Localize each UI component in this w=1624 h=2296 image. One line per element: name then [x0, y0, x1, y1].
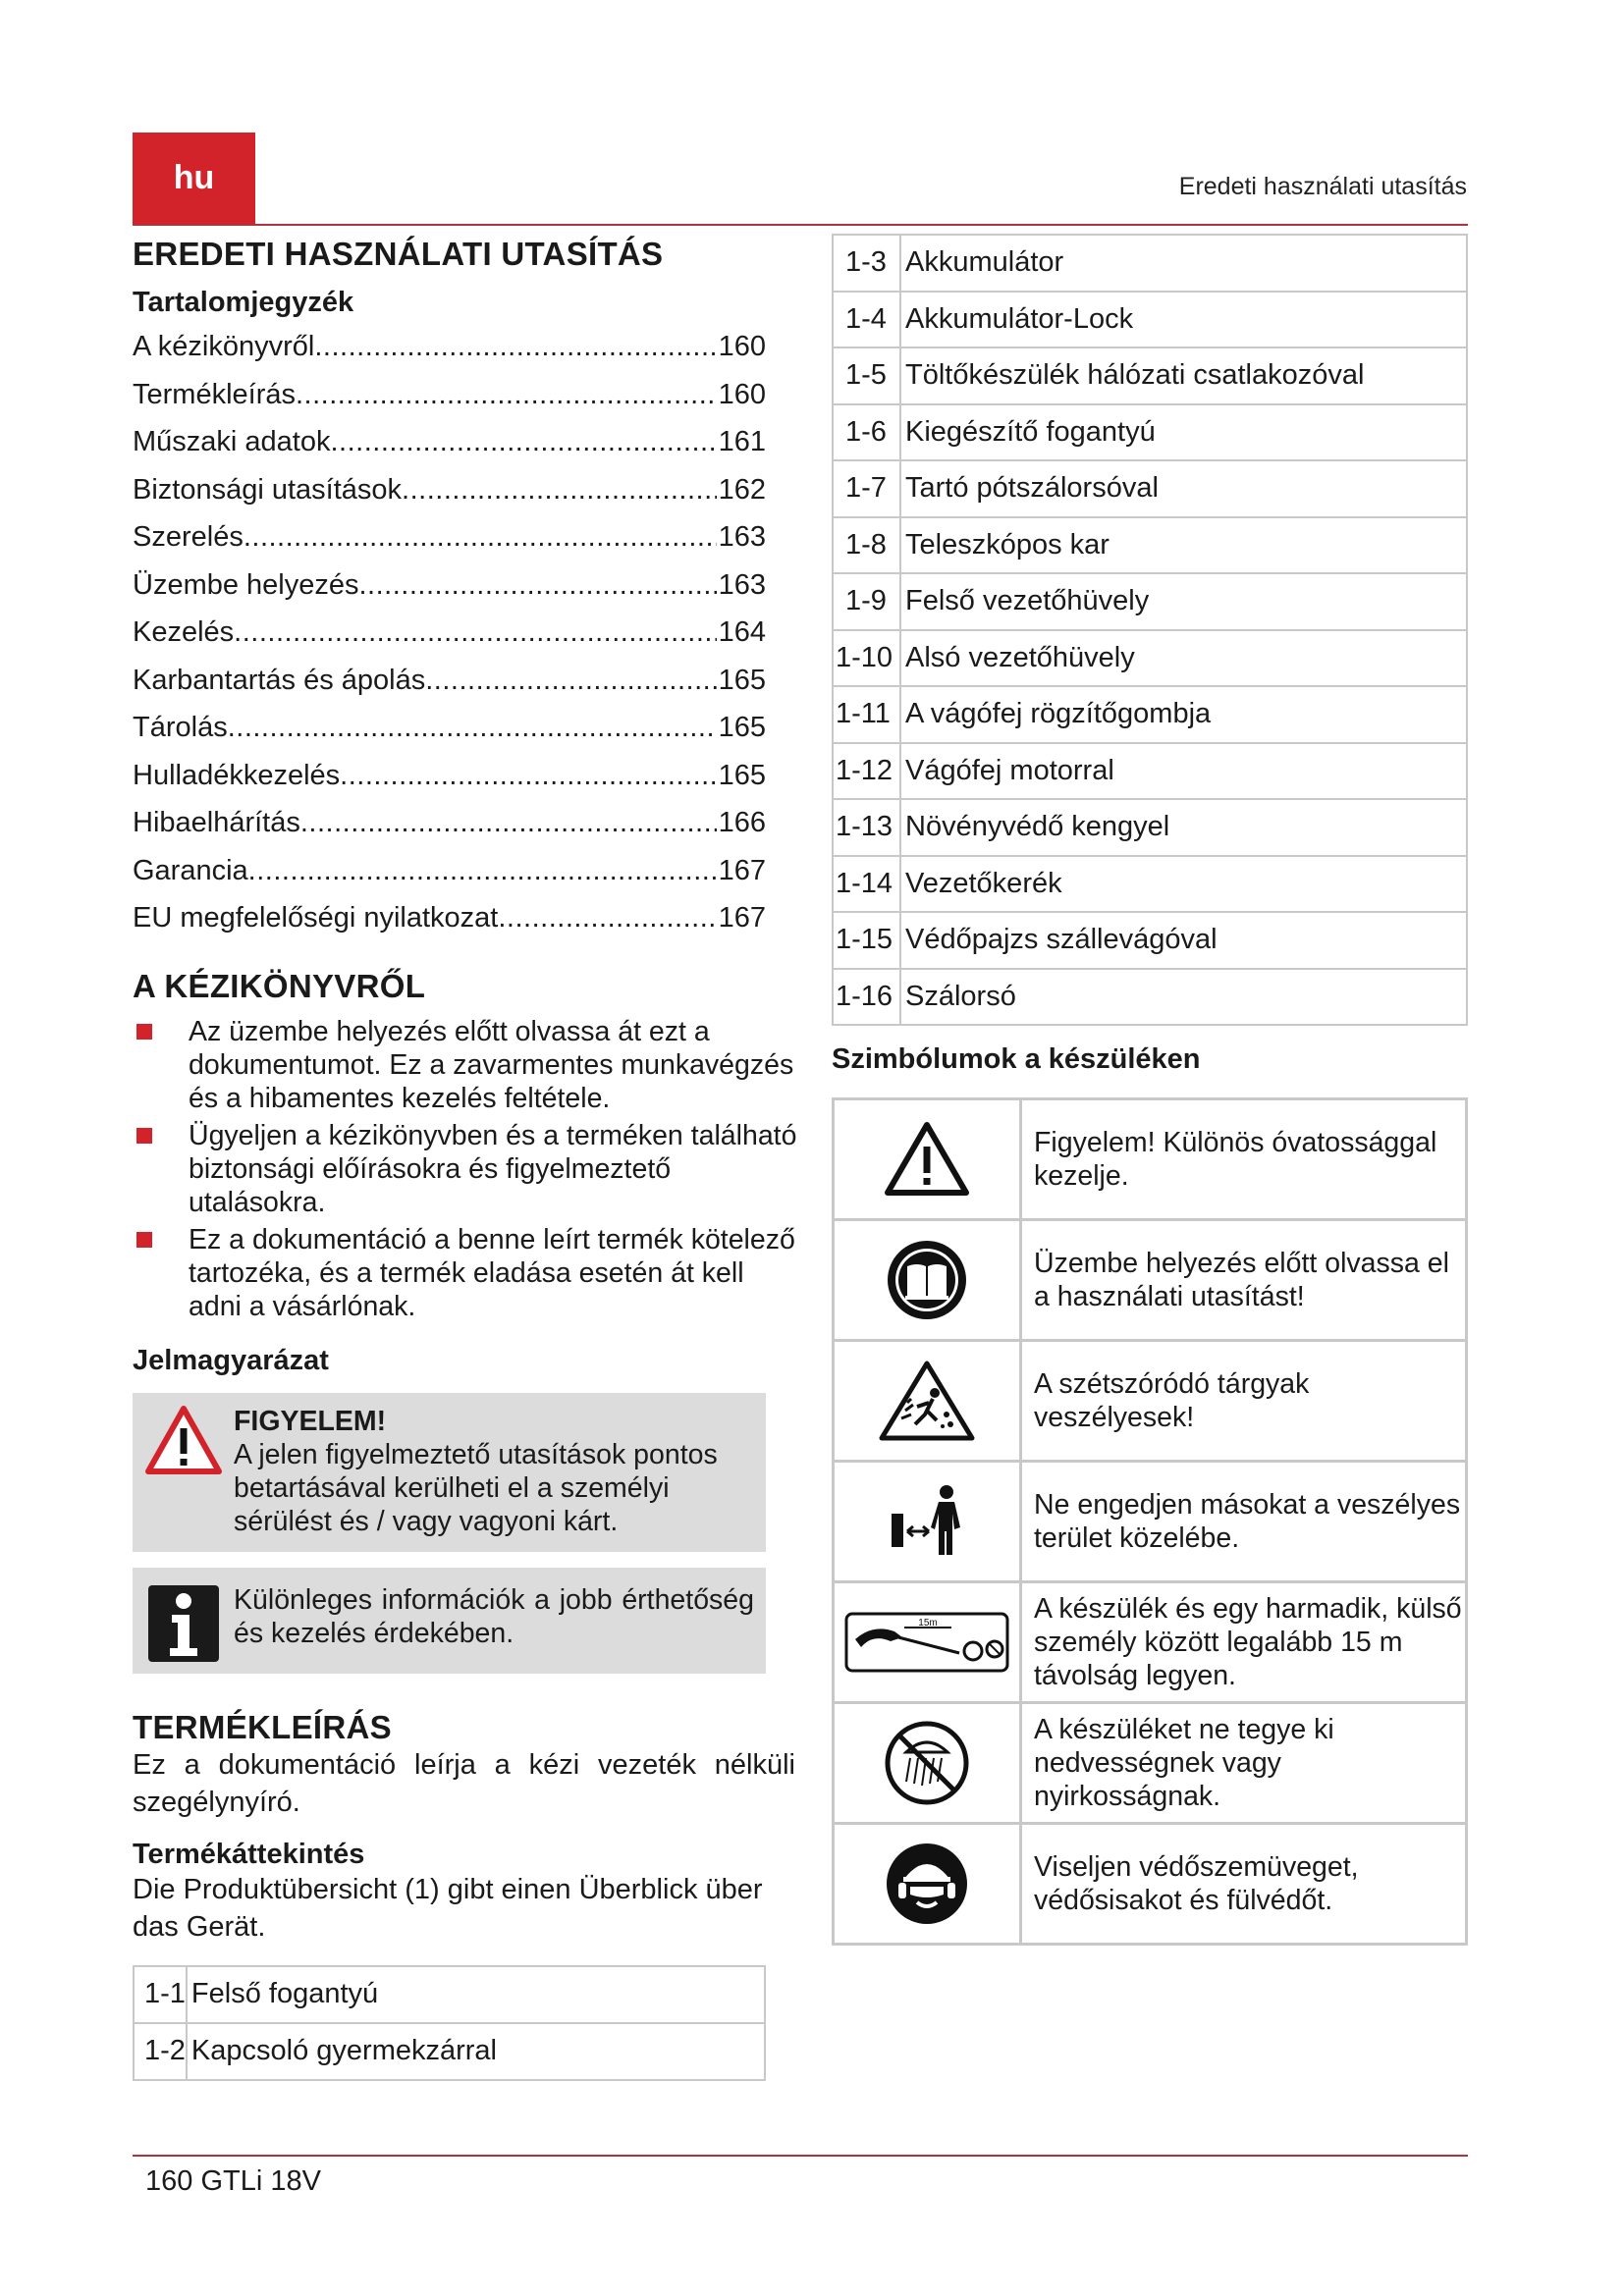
toc-page: 166	[718, 807, 766, 838]
table-row	[834, 1824, 1467, 1945]
table-row	[833, 347, 1467, 404]
part-number: 1-13	[833, 799, 900, 856]
footer-divider	[133, 2155, 1468, 2157]
product-text: Ez a dokumentáció leírja a kézi vezeték nélküli szegélynyíró.	[133, 1748, 795, 1818]
toc-page: 165	[718, 664, 766, 696]
toc-entry[interactable]	[133, 799, 766, 847]
part-name: Felső fogantyú	[187, 1966, 765, 2023]
warning-triangle-icon	[883, 1120, 971, 1199]
overview-heading: Termékáttekintés	[133, 1838, 365, 1870]
symbol-description: Ne engedjen másokat a veszélyes terület közelébe.	[1021, 1462, 1467, 1582]
bullet-square-icon	[136, 1024, 152, 1040]
table-row	[833, 404, 1467, 461]
flying-objects-icon	[878, 1360, 976, 1442]
toc-entry[interactable]	[133, 466, 766, 514]
part-name: Vágófej motorral	[900, 743, 1467, 800]
toc-entry[interactable]	[133, 752, 766, 800]
table-row	[834, 1703, 1467, 1824]
symbol-description: Üzembe helyezés előtt olvassa el a használati utasítást!	[1021, 1220, 1467, 1341]
toc-entry[interactable]	[133, 561, 766, 610]
part-name: A vágófej rögzítőgombja	[900, 686, 1467, 743]
part-number: 1-10	[833, 630, 900, 687]
protective-gear-icon	[885, 1842, 969, 1926]
symbol-description: A szétszóródó tárgyak veszélyesek!	[1021, 1341, 1467, 1462]
list-item: Ügyeljen a kézikönyvben és a terméken található biztonsági előírásokra és figyelmeztető utalásokra.	[133, 1119, 800, 1219]
toc-page: 167	[718, 902, 766, 934]
part-name: Kapcsoló gyermekzárral	[187, 2023, 765, 2080]
part-number: 1-9	[833, 573, 900, 630]
part-name: Teleszkópos kar	[900, 517, 1467, 574]
toc-label: Műszaki adatok	[133, 426, 331, 457]
part-number: 1-11	[833, 686, 900, 743]
symbols-table	[832, 1097, 1468, 1946]
part-number: 1-5	[833, 347, 900, 404]
toc-page: 164	[718, 616, 766, 648]
part-name: Akkumulátor	[900, 235, 1467, 292]
toc-label: Üzembe helyezés	[133, 568, 359, 601]
about-heading: A KÉZIKÖNYVRŐL	[133, 967, 426, 1004]
part-number: 1-6	[833, 404, 900, 461]
part-name: Vezetőkerék	[900, 856, 1467, 913]
list-item: Ez a dokumentáció a benne leírt termék kötelező tartozéka, és a termék eladása esetén át kell adni a vásárlónak.	[133, 1223, 800, 1323]
warning-box	[133, 1393, 766, 1552]
table-row	[834, 1462, 1467, 1582]
part-name: Kiegészítő fogantyú	[900, 404, 1467, 461]
symbols-heading: Szimbólumok a készüléken	[832, 1043, 1201, 1075]
symbol-description: Viseljen védőszemüveget, védősisakot és fülvédőt.	[1021, 1824, 1467, 1945]
table-row	[834, 1099, 1467, 1220]
about-list	[133, 1015, 800, 1323]
toc-page: 161	[718, 426, 766, 457]
toc-entry[interactable]	[133, 894, 766, 942]
part-name: Tartó pótszálorsóval	[900, 460, 1467, 517]
toc-page: 162	[718, 473, 766, 506]
table-row	[834, 1341, 1467, 1462]
table-row	[134, 2023, 765, 2080]
toc-entry[interactable]	[133, 847, 766, 895]
toc-page: 163	[718, 568, 766, 601]
toc-label: Tárolás	[133, 712, 228, 743]
list-item: Az üzembe helyezés előtt olvassa át ezt a dokumentumot. Ez a zavarmentes munkavégzés és a hibamentes kezelés feltétele.	[133, 1015, 800, 1115]
svg-text:15m: 15m	[918, 1618, 938, 1629]
symbol-description: A készüléket ne tegye ki nedvességnek vagy nyirkosságnak.	[1021, 1703, 1467, 1824]
parts-table-continued	[832, 234, 1468, 1026]
table-row	[833, 912, 1467, 969]
toc-entry[interactable]	[133, 704, 766, 752]
table-of-contents	[133, 323, 800, 942]
toc-entry[interactable]	[133, 371, 766, 419]
document-title: EREDETI HASZNÁLATI UTASÍTÁS	[133, 236, 664, 272]
toc-page: 165	[718, 712, 766, 743]
page-footer: 160 GTLi 18V	[145, 2165, 321, 2197]
bullet-square-icon	[136, 1128, 152, 1144]
part-name: Akkumulátor-Lock	[900, 292, 1467, 348]
part-number: 1-16	[833, 969, 900, 1026]
toc-label: EU megfelelőségi nyilatkozat	[133, 902, 499, 934]
table-row	[833, 686, 1467, 743]
header-divider	[133, 224, 1468, 226]
part-number: 1-3	[833, 235, 900, 292]
table-row	[833, 743, 1467, 800]
toc-label: Garancia	[133, 854, 248, 886]
toc-label: Biztonsági utasítások	[133, 473, 403, 506]
table-row	[833, 517, 1467, 574]
table-row	[834, 1220, 1467, 1341]
info-icon	[146, 1583, 221, 1664]
toc-entry[interactable]	[133, 323, 766, 371]
left-column	[133, 228, 800, 2081]
toc-page: 160	[718, 331, 766, 362]
distance-15m-icon	[843, 1608, 1010, 1677]
part-name: Töltőkészülék hálózati csatlakozóval	[900, 347, 1467, 404]
part-number: 1-4	[833, 292, 900, 348]
toc-label: Szerelés	[133, 521, 244, 553]
toc-label: Hibaelhárítás	[133, 807, 300, 838]
header-title: Eredeti használati utasítás	[1178, 173, 1467, 200]
toc-page: 163	[718, 521, 766, 553]
toc-title: Tartalomjegyzék	[133, 287, 354, 318]
table-row	[834, 1582, 1467, 1703]
info-box	[133, 1568, 766, 1674]
table-row	[833, 969, 1467, 1026]
toc-page: 165	[718, 759, 766, 791]
symbol-description: A készülék és egy harmadik, külső személy között legalább 15 m távolság legyen.	[1021, 1582, 1467, 1703]
table-row	[134, 1966, 765, 2023]
overview-text: Die Produktübersicht (1) gibt einen Überblick über das Gerät.	[133, 1873, 763, 1943]
toc-entry[interactable]	[133, 418, 766, 466]
toc-entry[interactable]	[133, 657, 766, 705]
product-heading: TERMÉKLEÍRÁS	[133, 1708, 392, 1745]
toc-label: Karbantartás és ápolás	[133, 664, 426, 696]
keep-distance-icon	[878, 1480, 976, 1563]
toc-page: 160	[718, 378, 766, 410]
no-rain-icon	[883, 1719, 971, 1807]
symbol-description: Figyelem! Különös óvatossággal kezelje.	[1021, 1099, 1467, 1220]
toc-entry[interactable]	[133, 609, 766, 657]
part-number: 1-14	[833, 856, 900, 913]
warning-triangle-icon	[144, 1405, 223, 1475]
toc-label: Hulladékkezelés	[133, 759, 341, 791]
toc-entry[interactable]	[133, 513, 766, 561]
part-number: 1-15	[833, 912, 900, 969]
part-name: Védőpajzs szállevágóval	[900, 912, 1467, 969]
part-name: Alsó vezetőhüvely	[900, 630, 1467, 687]
parts-table	[133, 1965, 766, 2081]
language-tab: hu	[133, 133, 255, 224]
table-row	[833, 856, 1467, 913]
part-number: 1-7	[833, 460, 900, 517]
table-row	[833, 460, 1467, 517]
part-number: 1-12	[833, 743, 900, 800]
table-row	[833, 573, 1467, 630]
read-manual-icon	[886, 1239, 968, 1321]
table-row	[833, 799, 1467, 856]
part-number: 1-1	[134, 1966, 187, 2023]
part-name: Felső vezetőhüvely	[900, 573, 1467, 630]
warning-title: FIGYELEM!	[234, 1405, 387, 1437]
bullet-square-icon	[136, 1232, 152, 1248]
part-number: 1-2	[134, 2023, 187, 2080]
toc-label: Kezelés	[133, 616, 235, 648]
warning-text: A jelen figyelmeztető utasítások pontos betartásával kerülheti el a személyi sérülést és / vagy vagyoni kárt.	[234, 1438, 718, 1537]
toc-label: A kézikönyvről	[133, 331, 315, 362]
info-text: Különleges információk a jobb érthetőség és kezelés érdekében.	[234, 1583, 754, 1649]
right-column	[832, 234, 1468, 1946]
part-number: 1-8	[833, 517, 900, 574]
table-row	[833, 630, 1467, 687]
toc-page: 167	[718, 854, 766, 886]
toc-label: Termékleírás	[133, 378, 296, 410]
legend-heading: Jelmagyarázat	[133, 1344, 329, 1376]
part-name: Szálorsó	[900, 969, 1467, 1026]
table-row	[833, 292, 1467, 348]
part-name: Növényvédő kengyel	[900, 799, 1467, 856]
table-row	[833, 235, 1467, 292]
